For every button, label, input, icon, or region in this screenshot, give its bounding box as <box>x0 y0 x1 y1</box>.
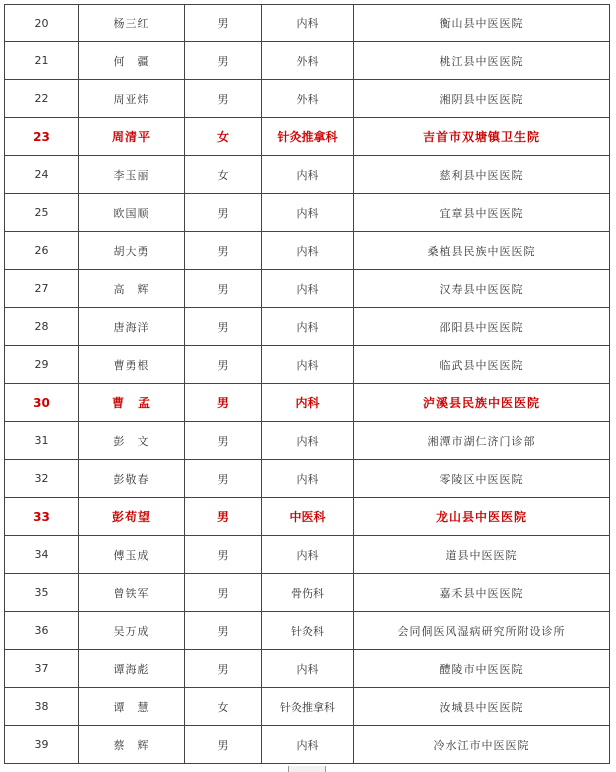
table-row <box>5 612 610 650</box>
department-cell: 外科 <box>262 80 354 118</box>
doctor-name-cell: 曹勇根 <box>79 346 185 384</box>
hospital-cell: 零陵区中医医院 <box>354 460 610 498</box>
doctor-name-cell: 高 辉 <box>79 270 185 308</box>
gender-cell: 男 <box>185 80 262 118</box>
row-number-cell: 30 <box>5 384 79 422</box>
table-row <box>5 384 610 422</box>
doctor-name-cell: 彭苟望 <box>79 498 185 536</box>
doctor-name-cell: 蔡 辉 <box>79 726 185 764</box>
department-cell: 内科 <box>262 232 354 270</box>
doctor-name-cell: 谭海彪 <box>79 650 185 688</box>
hospital-cell: 慈利县中医医院 <box>354 156 610 194</box>
hospital-cell: 汉寿县中医医院 <box>354 270 610 308</box>
department-cell: 内科 <box>262 5 354 42</box>
department-cell: 内科 <box>262 726 354 764</box>
department-cell: 内科 <box>262 346 354 384</box>
doctor-name-cell: 吴万成 <box>79 612 185 650</box>
gender-cell: 男 <box>185 232 262 270</box>
doctor-name-cell: 周亚炜 <box>79 80 185 118</box>
row-number-cell: 36 <box>5 612 79 650</box>
next-page-table-edge <box>288 766 326 772</box>
table-row <box>5 5 610 42</box>
table-row <box>5 194 610 232</box>
department-cell: 内科 <box>262 308 354 346</box>
gender-cell: 男 <box>185 650 262 688</box>
department-cell: 骨伤科 <box>262 574 354 612</box>
row-number-cell: 27 <box>5 270 79 308</box>
hospital-cell: 桑植县民族中医医院 <box>354 232 610 270</box>
table-row <box>5 118 610 156</box>
row-number-cell: 38 <box>5 688 79 726</box>
hospital-cell: 嘉禾县中医医院 <box>354 574 610 612</box>
hospital-cell: 吉首市双塘镇卫生院 <box>354 118 610 156</box>
table-row <box>5 726 610 764</box>
table-row <box>5 498 610 536</box>
table-row <box>5 460 610 498</box>
row-number-cell: 21 <box>5 42 79 80</box>
hospital-cell: 桃江县中医医院 <box>354 42 610 80</box>
department-cell: 外科 <box>262 42 354 80</box>
hospital-cell: 道县中医医院 <box>354 536 610 574</box>
table-row <box>5 156 610 194</box>
doctor-name-cell: 彭 文 <box>79 422 185 460</box>
row-number-cell: 28 <box>5 308 79 346</box>
hospital-cell: 湘潭市湖仁济门诊部 <box>354 422 610 460</box>
gender-cell: 男 <box>185 726 262 764</box>
row-number-cell: 32 <box>5 460 79 498</box>
row-number-cell: 29 <box>5 346 79 384</box>
table-row <box>5 574 610 612</box>
table-row <box>5 80 610 118</box>
doctor-name-cell: 欧国顺 <box>79 194 185 232</box>
department-cell: 内科 <box>262 536 354 574</box>
row-number-cell: 26 <box>5 232 79 270</box>
doctor-name-cell: 胡大勇 <box>79 232 185 270</box>
gender-cell: 男 <box>185 5 262 42</box>
doctor-name-cell: 唐海洋 <box>79 308 185 346</box>
doctor-name-cell: 谭 慧 <box>79 688 185 726</box>
roster-table <box>4 4 610 764</box>
table-row <box>5 42 610 80</box>
gender-cell: 男 <box>185 536 262 574</box>
row-number-cell: 25 <box>5 194 79 232</box>
gender-cell: 男 <box>185 270 262 308</box>
gender-cell: 女 <box>185 156 262 194</box>
hospital-cell: 泸溪县民族中医医院 <box>354 384 610 422</box>
gender-cell: 男 <box>185 460 262 498</box>
doctor-name-cell: 杨三红 <box>79 5 185 42</box>
table-row <box>5 688 610 726</box>
doctor-name-cell: 何 疆 <box>79 42 185 80</box>
hospital-cell: 会同侗医风湿病研究所附设诊所 <box>354 612 610 650</box>
gender-cell: 男 <box>185 346 262 384</box>
gender-cell: 男 <box>185 42 262 80</box>
doctor-name-cell: 曹 孟 <box>79 384 185 422</box>
table-row <box>5 308 610 346</box>
row-number-cell: 20 <box>5 5 79 42</box>
hospital-cell: 宜章县中医医院 <box>354 194 610 232</box>
gender-cell: 男 <box>185 308 262 346</box>
gender-cell: 男 <box>185 498 262 536</box>
department-cell: 内科 <box>262 156 354 194</box>
hospital-cell: 邵阳县中医医院 <box>354 308 610 346</box>
department-cell: 内科 <box>262 194 354 232</box>
doctor-name-cell: 李玉丽 <box>79 156 185 194</box>
department-cell: 内科 <box>262 270 354 308</box>
table-row <box>5 232 610 270</box>
gender-cell: 女 <box>185 118 262 156</box>
roster-table-body <box>5 5 610 764</box>
row-number-cell: 23 <box>5 118 79 156</box>
hospital-cell: 冷水江市中医医院 <box>354 726 610 764</box>
gender-cell: 男 <box>185 194 262 232</box>
gender-cell: 男 <box>185 574 262 612</box>
hospital-cell: 龙山县中医医院 <box>354 498 610 536</box>
hospital-cell: 衡山县中医医院 <box>354 5 610 42</box>
row-number-cell: 31 <box>5 422 79 460</box>
table-row <box>5 536 610 574</box>
gender-cell: 男 <box>185 612 262 650</box>
row-number-cell: 24 <box>5 156 79 194</box>
table-row <box>5 422 610 460</box>
department-cell: 针灸科 <box>262 612 354 650</box>
row-number-cell: 39 <box>5 726 79 764</box>
doctor-name-cell: 傅玉成 <box>79 536 185 574</box>
hospital-cell: 汝城县中医医院 <box>354 688 610 726</box>
hospital-cell: 醴陵市中医医院 <box>354 650 610 688</box>
doctor-name-cell: 彭敬春 <box>79 460 185 498</box>
doctor-name-cell: 周清平 <box>79 118 185 156</box>
table-row <box>5 270 610 308</box>
gender-cell: 女 <box>185 688 262 726</box>
row-number-cell: 37 <box>5 650 79 688</box>
doctor-name-cell: 曾铁军 <box>79 574 185 612</box>
hospital-cell: 临武县中医医院 <box>354 346 610 384</box>
row-number-cell: 33 <box>5 498 79 536</box>
department-cell: 内科 <box>262 422 354 460</box>
department-cell: 内科 <box>262 460 354 498</box>
department-cell: 中医科 <box>262 498 354 536</box>
hospital-cell: 湘阴县中医医院 <box>354 80 610 118</box>
gender-cell: 男 <box>185 422 262 460</box>
row-number-cell: 34 <box>5 536 79 574</box>
row-number-cell: 35 <box>5 574 79 612</box>
department-cell: 内科 <box>262 650 354 688</box>
row-number-cell: 22 <box>5 80 79 118</box>
gender-cell: 男 <box>185 384 262 422</box>
table-row <box>5 346 610 384</box>
table-row <box>5 650 610 688</box>
department-cell: 针灸推拿科 <box>262 688 354 726</box>
department-cell: 针灸推拿科 <box>262 118 354 156</box>
department-cell: 内科 <box>262 384 354 422</box>
